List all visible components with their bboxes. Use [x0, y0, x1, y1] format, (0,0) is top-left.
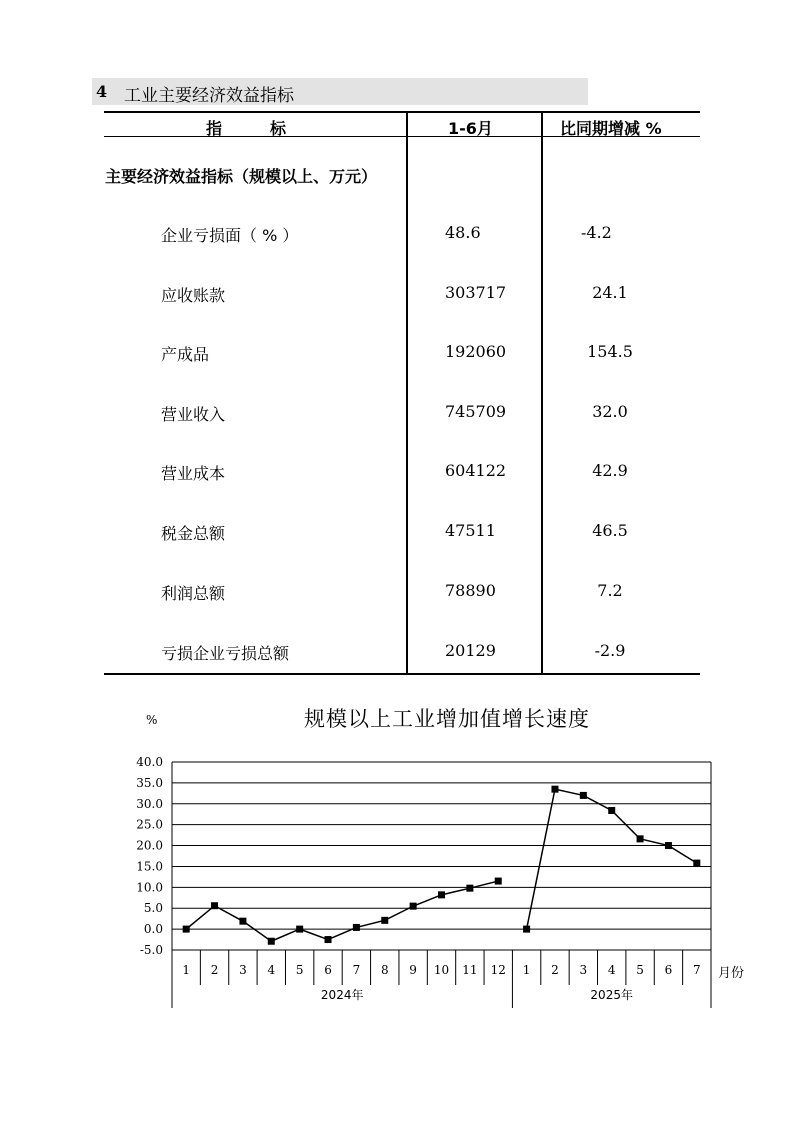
y-tick-label: 40.0 [136, 755, 163, 769]
row-value: 47511 [445, 521, 496, 540]
row-name: 产成品 [161, 345, 210, 364]
group-title: 主要经济效益指标（规模以上、万元） [105, 167, 378, 186]
row-name: 应收账款 [161, 286, 226, 305]
row-change: -4.2 [581, 223, 612, 242]
row-name: 营业收入 [161, 405, 226, 424]
group-label: 2025年 [590, 988, 633, 1002]
x-axis-label: 月份 [718, 966, 745, 981]
section-title: 工业主要经济效益指标 [124, 86, 294, 106]
data-point-marker [495, 878, 502, 885]
x-tick-label: 6 [664, 963, 673, 977]
chart-title: 规模以上工业增加值增长速度 [304, 707, 590, 731]
x-tick-label: 12 [490, 963, 506, 977]
x-tick-label: 5 [295, 963, 304, 977]
section-number: 4 [96, 82, 108, 101]
header-period: 1-6月 [448, 119, 493, 138]
group-label: 2024年 [320, 988, 364, 1002]
data-point-marker [183, 926, 190, 933]
data-point-marker [239, 918, 246, 925]
data-point-marker [637, 835, 644, 842]
data-point-marker [551, 786, 558, 793]
row-change: 32.0 [592, 402, 628, 421]
x-tick-label: 4 [607, 963, 616, 977]
y-tick-label: 35.0 [136, 775, 163, 790]
data-point-marker [353, 924, 360, 931]
row-value: 48.6 [445, 223, 481, 242]
x-tick-label: 5 [636, 963, 644, 977]
row-change: 42.9 [592, 461, 628, 480]
x-tick-label: 7 [352, 963, 361, 977]
data-point-marker [466, 885, 473, 892]
header-change: 比同期增减 % [560, 119, 662, 138]
row-change: 24.1 [592, 283, 628, 302]
data-point-marker [211, 902, 218, 909]
row-name: 营业成本 [161, 464, 226, 483]
y-axis-unit: % [146, 713, 158, 727]
x-tick-label: 1 [522, 963, 531, 977]
y-tick-label: 10.0 [136, 880, 163, 895]
row-value: 604122 [445, 461, 507, 480]
data-point-marker [268, 938, 275, 945]
data-point-marker [608, 807, 615, 814]
data-point-marker [693, 860, 700, 867]
y-tick-label: -5.0 [139, 943, 163, 957]
x-tick-label: 11 [462, 963, 478, 977]
x-tick-label: 7 [692, 963, 701, 977]
y-tick-label: 20.0 [136, 838, 163, 853]
x-tick-label: 3 [239, 963, 247, 977]
x-tick-label: 8 [380, 963, 389, 977]
row-value: 78890 [445, 581, 496, 600]
series-line [186, 881, 498, 941]
x-tick-label: 2 [551, 963, 559, 977]
row-name: 亏损企业亏损总额 [161, 644, 290, 663]
row-name: 企业亏损面（ % ） [161, 226, 299, 245]
data-point-marker [523, 926, 530, 933]
row-name: 利润总额 [161, 584, 226, 603]
y-tick-label: 15.0 [136, 859, 163, 874]
y-tick-label: 5.0 [143, 901, 163, 916]
x-tick-label: 6 [324, 963, 332, 977]
x-tick-label: 2 [210, 963, 219, 977]
data-point-marker [665, 842, 672, 849]
data-point-marker [580, 792, 587, 799]
data-point-marker [296, 926, 303, 933]
x-tick-label: 1 [182, 963, 191, 977]
row-name: 税金总额 [161, 524, 226, 543]
y-tick-label: 30.0 [136, 796, 163, 811]
data-point-marker [410, 903, 417, 910]
row-change: 7.2 [597, 581, 623, 600]
row-change: -2.9 [594, 641, 626, 660]
x-tick-label: 10 [433, 963, 450, 977]
x-tick-label: 9 [409, 963, 417, 977]
data-point-marker [381, 917, 388, 924]
row-change: 46.5 [592, 521, 628, 540]
row-value: 192060 [445, 342, 507, 361]
row-value: 20129 [445, 641, 496, 660]
y-tick-label: 25.0 [136, 817, 163, 832]
data-point-marker [325, 936, 332, 943]
x-tick-label: 4 [267, 963, 276, 977]
row-value: 745709 [445, 402, 507, 421]
x-tick-label: 3 [579, 963, 588, 977]
header-indicator: 指 标 [206, 119, 287, 138]
y-tick-label: 0.0 [143, 922, 163, 937]
data-point-marker [438, 891, 445, 898]
row-value: 303717 [445, 283, 507, 302]
row-change: 154.5 [587, 342, 633, 361]
